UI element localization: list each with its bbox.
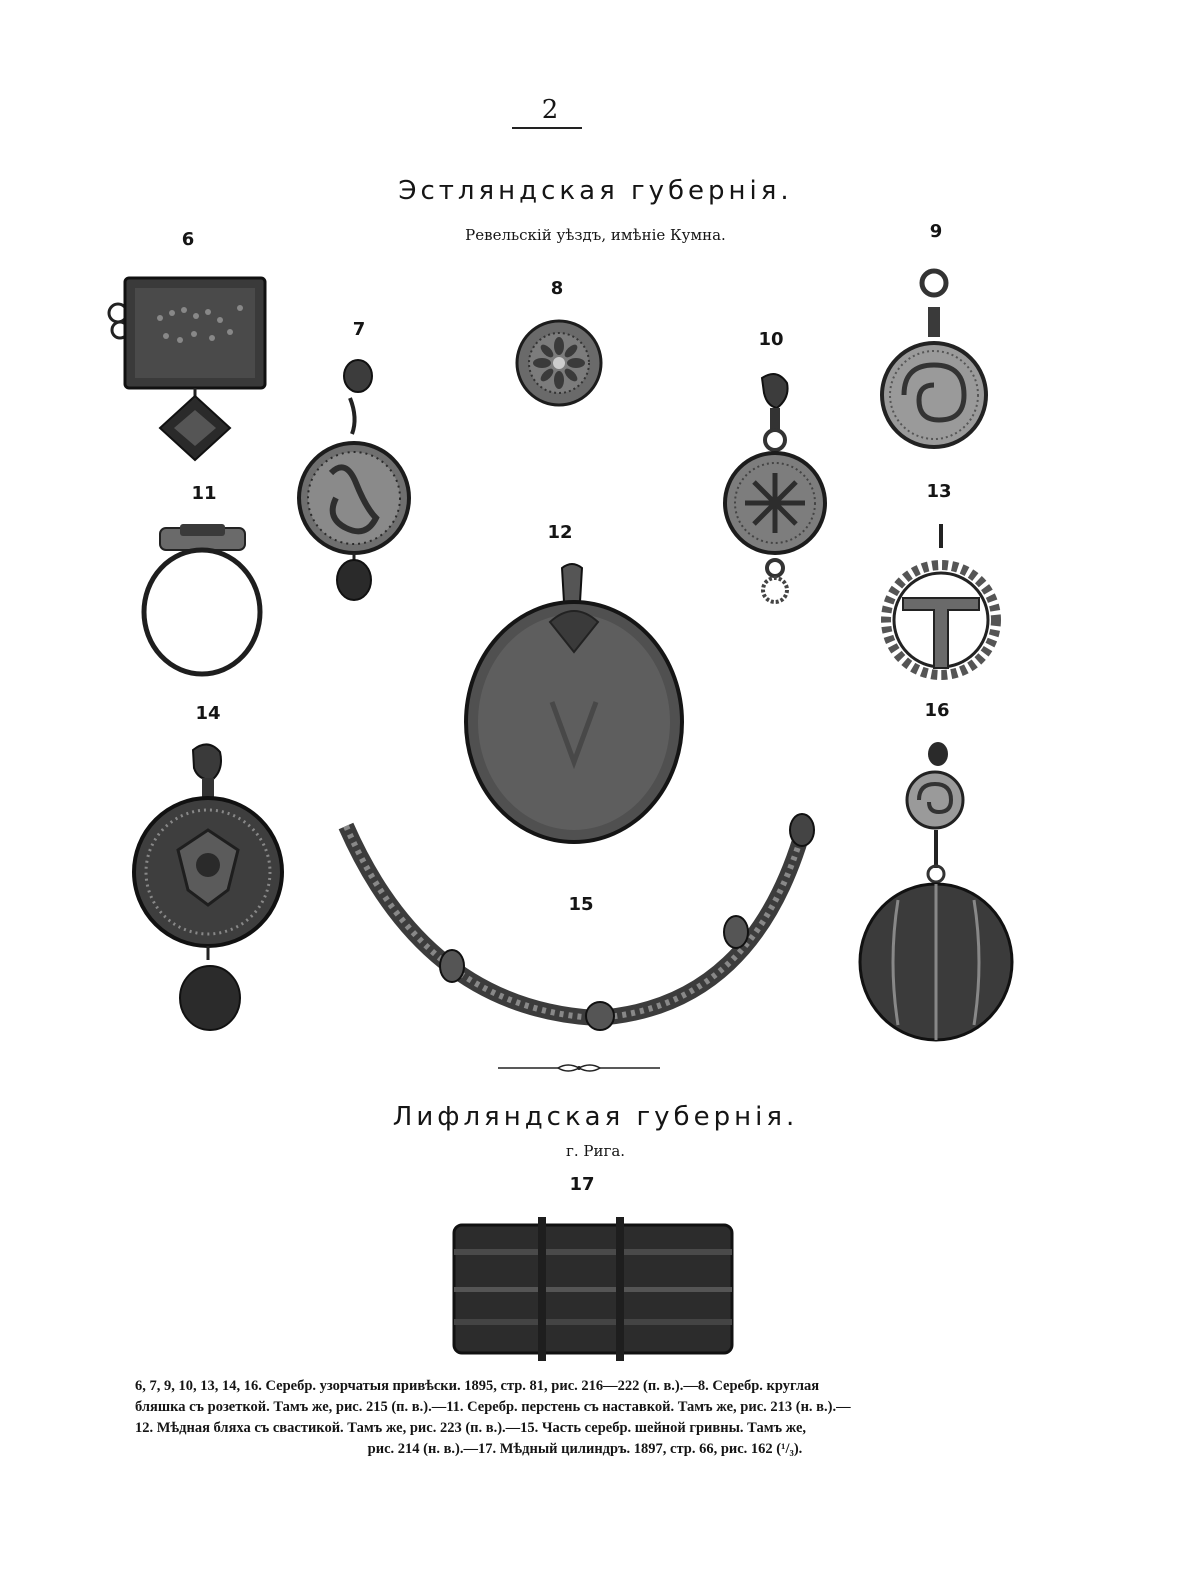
figure-label-12: 12 [547,522,573,543]
pendant-7-image [296,358,416,608]
page-number-rule [512,127,582,129]
pendant-6-image [100,268,280,468]
pendant-9-image [878,265,988,465]
caption-line-2: бляшка съ розеткой. Тамъ же, рис. 215 (п. в.).—11. Серебр. перстень съ наставкой. Тамъ же, рис. 213 (н. в.).— [135,1399,851,1415]
figure-label-17: 17 [569,1174,595,1195]
caption-line-1: 6, 7, 9, 10, 13, 14, 16. Серебр. узорчатыя привѣски. 1895, стр. 81, рис. 216—222 (п. в.).—8. Серебр. круглая [135,1378,820,1394]
figure-label-7: 7 [352,319,366,340]
page-number: 2 [541,95,559,125]
figure-label-9: 9 [929,221,943,242]
figure-caption [135,1376,1035,1460]
figure-label-16: 16 [924,700,950,721]
figure-label-11: 11 [191,483,217,504]
caption-line-4: рис. 214 (н. в.).—17. Мѣдный цилиндръ. 1897, стр. 66, рис. 162 (¹/₃). [367,1441,803,1457]
neck-ring-15-image [336,808,816,1048]
section-title-estland: Эстляндская губернія. [398,176,793,206]
figure-label-15: 15 [568,894,594,915]
pendant-10-image [722,368,832,608]
ring-11-image [140,520,270,680]
pendant-16-image [858,740,1018,1050]
figure-label-8: 8 [550,278,564,299]
section-title-livland: Лифляндская губернія. [392,1102,799,1132]
pendant-13-image [878,520,1008,690]
figure-label-10: 10 [758,329,784,350]
section-subtitle-livland: г. Рига. [565,1142,626,1160]
pendant-14-image [128,740,288,1040]
cylinder-17-image [448,1215,738,1361]
figure-label-6: 6 [181,229,195,250]
section-subtitle-estland: Ревельскій уѣздъ, имѣніе Кумна. [465,226,726,244]
ornamental-divider [498,1062,660,1074]
figure-label-14: 14 [195,703,221,724]
figure-label-13: 13 [926,481,952,502]
plaque-12-image [462,562,687,847]
plaque-8-image [514,318,604,408]
caption-line-3: 12. Мѣдная бляха съ свастикой. Тамъ же, рис. 223 (п. в.).—15. Часть серебр. шейной гривны. Тамъ же, [135,1420,807,1436]
